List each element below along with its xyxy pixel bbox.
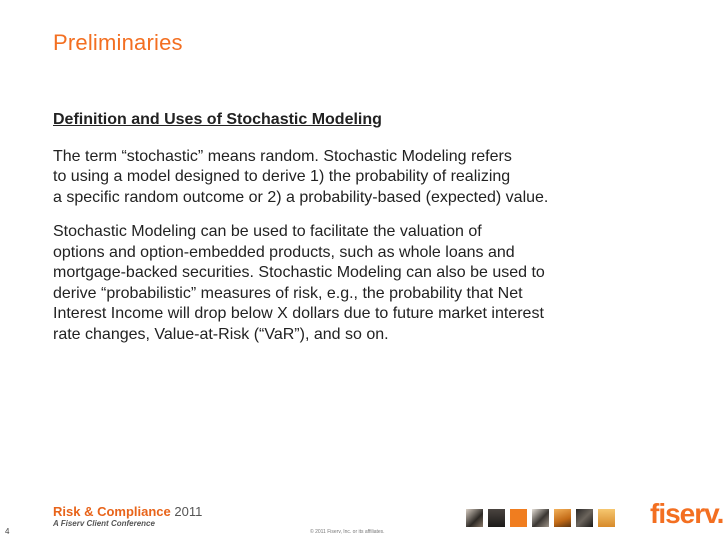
conference-brand bbox=[53, 505, 202, 529]
photo-thumbnail bbox=[576, 509, 593, 527]
brand-title bbox=[53, 505, 202, 519]
paragraph-line: to using a model designed to derive 1) the probability of realizing bbox=[53, 168, 511, 185]
section-heading: Definition and Uses of Stochastic Modeling bbox=[53, 111, 382, 128]
slide-content bbox=[53, 110, 673, 359]
brand-year: 2011 bbox=[174, 504, 203, 519]
definition-paragraph bbox=[53, 147, 673, 209]
paragraph-line: Stochastic Modeling can be used to facilitate the valuation of bbox=[53, 223, 482, 240]
photo-thumbnail bbox=[466, 509, 483, 527]
slide-title: Preliminaries bbox=[53, 30, 183, 55]
uses-paragraph bbox=[53, 222, 673, 345]
paragraph-line: options and option-embedded products, such as whole loans and bbox=[53, 243, 515, 261]
brand-subtitle: A Fiserv Client Conference bbox=[53, 519, 155, 528]
paragraph-line: The term “stochastic” means random. Stochastic Modeling refers bbox=[53, 147, 512, 165]
paragraph-line: rate changes, Value-at-Risk (“VaR”), and so on. bbox=[53, 325, 389, 343]
orange-square bbox=[510, 509, 527, 527]
paragraph-line: mortgage-backed securities. Stochastic Modeling can also be used to bbox=[53, 264, 545, 281]
brand-name: Risk & Compliance bbox=[53, 504, 171, 519]
fiserv-logo: fiserv. bbox=[650, 498, 724, 529]
photo-thumbnail bbox=[532, 509, 549, 527]
copyright-notice: © 2011 Fiserv, Inc. or its affiliates. bbox=[310, 529, 385, 535]
photo-thumbnail bbox=[488, 509, 505, 527]
paragraph-line: derive “probabilistic” measures of risk, e.g., the probability that Net bbox=[53, 284, 523, 302]
paragraph-line: Interest Income will drop below X dollars due to future market interest bbox=[53, 305, 544, 322]
paragraph-line: a specific random outcome or 2) a probability-based (expected) value. bbox=[53, 188, 549, 206]
page-number: 4 bbox=[5, 527, 10, 536]
photo-thumbnail bbox=[554, 509, 571, 527]
photo-thumbnail bbox=[598, 509, 615, 527]
